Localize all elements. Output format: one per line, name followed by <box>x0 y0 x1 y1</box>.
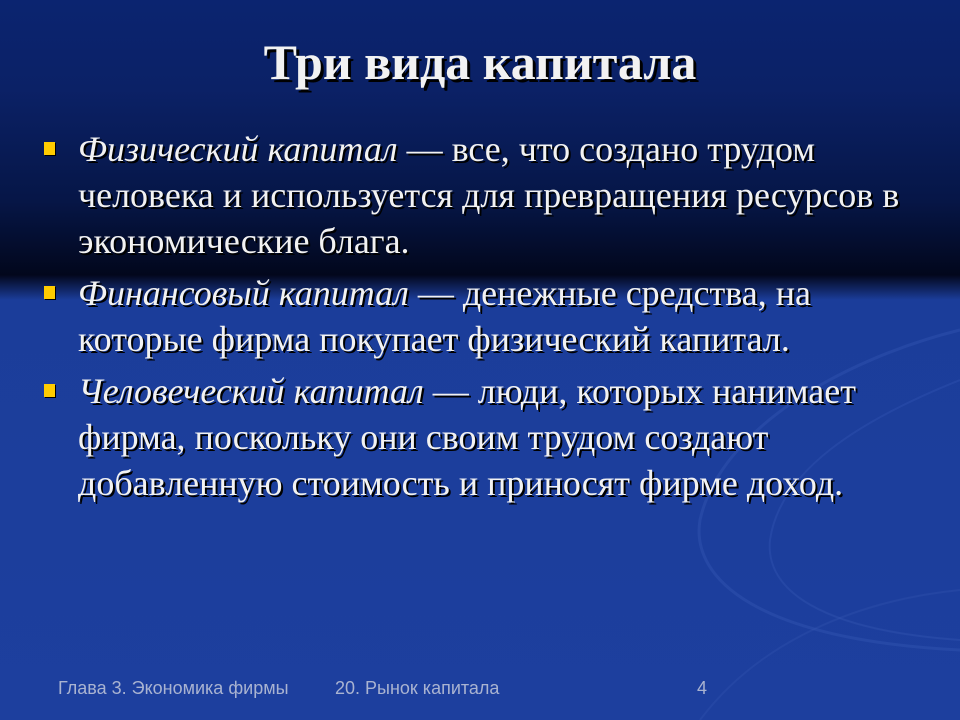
bullet-term: Физический капитал <box>78 129 398 169</box>
bullet-term: Финансовый капитал <box>78 273 409 313</box>
slide-title: Три вида капитала <box>263 34 697 90</box>
bullet-item-physical-capital <box>40 126 940 264</box>
bullet-text: — денежные средства, на которые фирма покупает физический капитал. <box>78 273 811 359</box>
bullet-term: Человеческий капитал <box>78 371 424 411</box>
page-number: 4 <box>697 678 708 698</box>
footer-chapter: Глава 3. Экономика фирмы <box>58 678 289 698</box>
bullet-square-icon <box>44 286 55 299</box>
bullet-square-icon <box>44 142 55 155</box>
bullet-item-human-capital <box>40 368 940 506</box>
bullet-item-financial-capital <box>40 270 940 362</box>
bullet-text: — все, что создано трудом человека и используется для превращения ресурсов в экономические блага. <box>78 129 900 261</box>
bullet-square-icon <box>44 384 55 397</box>
bullet-text: — люди, которых нанимает фирма, поскольку они своим трудом создают добавленную стоимость и приносят фирме доход. <box>78 371 856 503</box>
bullet-list <box>40 126 940 512</box>
footer-section: 20. Рынок капитала <box>335 678 500 698</box>
